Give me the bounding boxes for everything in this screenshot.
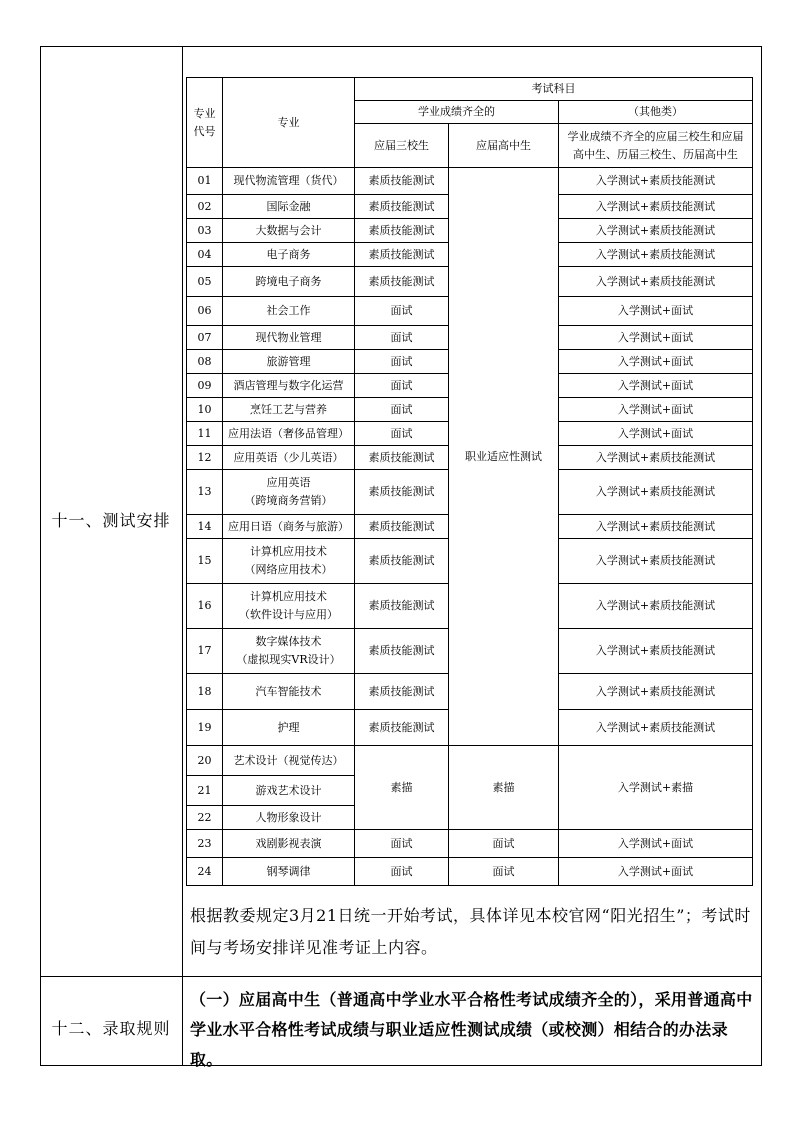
row-three-school: 面试 <box>355 326 449 350</box>
row-others: 入学测试+面试 <box>559 422 753 446</box>
row-major <box>223 168 355 195</box>
row-others: 入学测试+素质技能测试 <box>559 515 753 539</box>
row-major-detail: （网络应用技术） <box>244 563 333 576</box>
header-major: 专业 <box>223 78 355 168</box>
row-others: 入学测试+素质技能测试 <box>559 710 753 746</box>
row-three-school: 面试 <box>355 374 449 398</box>
row-major: 游戏艺术设计 <box>223 776 355 806</box>
table-row <box>187 168 753 195</box>
row-others: 入学测试+面试 <box>559 350 753 374</box>
section-divider <box>40 976 762 977</box>
row-major <box>223 539 355 584</box>
table-row <box>187 746 753 776</box>
label-column-divider <box>182 46 183 1066</box>
row-others: 入学测试+素质技能测试 <box>559 195 753 219</box>
row-major-name: 跨境电子商务 <box>255 274 322 288</box>
row-major <box>223 629 355 674</box>
table-row <box>187 858 753 886</box>
row-three-school: 素质技能测试 <box>355 219 449 243</box>
row-code: 16 <box>187 584 223 629</box>
row-major <box>223 297 355 326</box>
row-major-name: 旅游管理 <box>266 354 311 368</box>
row-major-name: 计算机应用技术 <box>250 545 327 558</box>
row-code: 17 <box>187 629 223 674</box>
row-others: 入学测试+面试 <box>559 858 753 886</box>
row-three-school: 素质技能测试 <box>355 195 449 219</box>
row-three-school: 素质技能测试 <box>355 243 449 267</box>
row-code: 21 <box>187 776 223 806</box>
row-major-name: 数字媒体技术 <box>255 635 322 648</box>
row-code: 03 <box>187 219 223 243</box>
row-code: 14 <box>187 515 223 539</box>
art-high-school: 素描 <box>449 746 559 830</box>
row-major <box>223 710 355 746</box>
row-others: 入学测试+素质技能测试 <box>559 674 753 710</box>
row-others: 入学测试+面试 <box>559 398 753 422</box>
shared-high-school-test: 职业适应性测试 <box>449 168 559 746</box>
row-code: 24 <box>187 858 223 886</box>
header-complete: 学业成绩齐全的 <box>355 101 559 124</box>
row-others: 入学测试+素质技能测试 <box>559 470 753 515</box>
row-others: 入学测试+素质技能测试 <box>559 168 753 195</box>
row-three-school: 素质技能测试 <box>355 584 449 629</box>
row-others: 入学测试+素质技能测试 <box>559 267 753 297</box>
row-major <box>223 398 355 422</box>
row-code: 20 <box>187 746 223 776</box>
row-major-name: 汽车智能技术 <box>255 684 322 698</box>
row-code: 11 <box>187 422 223 446</box>
row-major-name: 现代物流管理（货代） <box>233 174 344 187</box>
row-major: 钢琴调律 <box>223 858 355 886</box>
row-code: 19 <box>187 710 223 746</box>
row-others: 入学测试+面试 <box>559 374 753 398</box>
row-major-name: 电子商务 <box>266 247 311 261</box>
row-major <box>223 243 355 267</box>
row-major-name: 应用英语 <box>266 476 311 489</box>
header-code: 专业代号 <box>187 78 223 168</box>
row-major-detail: （软件设计与应用） <box>239 608 338 621</box>
exam-note: 根据教委规定3月21日统一开始考试，具体详见本校官网“阳光招生”；考试时间与考场安排详见准考证上内容。 <box>190 906 751 957</box>
row-three-school: 素质技能测试 <box>355 710 449 746</box>
row-major <box>223 674 355 710</box>
row-major <box>223 584 355 629</box>
row-high-school: 面试 <box>449 858 559 886</box>
row-others: 入学测试+素质技能测试 <box>559 629 753 674</box>
row-three-school: 素质技能测试 <box>355 674 449 710</box>
row-three-school: 素质技能测试 <box>355 470 449 515</box>
header-subjects: 考试科目 <box>355 78 753 101</box>
row-major-name: 大数据与会计 <box>255 223 322 237</box>
row-major <box>223 219 355 243</box>
row-major <box>223 446 355 470</box>
test-schedule-table <box>186 77 753 886</box>
row-major <box>223 267 355 297</box>
header-three-school: 应届三校生 <box>355 124 449 168</box>
row-code: 05 <box>187 267 223 297</box>
row-code: 09 <box>187 374 223 398</box>
row-major-detail: （跨境商务营销） <box>244 494 333 507</box>
row-code: 23 <box>187 830 223 858</box>
row-code: 15 <box>187 539 223 584</box>
row-major-name: 计算机应用技术 <box>250 590 327 603</box>
row-others: 入学测试+面试 <box>559 297 753 326</box>
row-others: 入学测试+素质技能测试 <box>559 539 753 584</box>
row-code: 02 <box>187 195 223 219</box>
row-major-name: 酒店管理与数字化运营 <box>233 378 344 392</box>
row-major-name: 应用日语（商务与旅游） <box>228 519 349 533</box>
row-code: 07 <box>187 326 223 350</box>
row-code: 04 <box>187 243 223 267</box>
admission-rule-text: （一）应届高中生（普通高中学业水平合格性考试成绩齐全的），采用普通高中学业水平合格性考试成绩与职业适应性测试成绩（或校测）相结合的办法录取。 <box>190 990 753 1069</box>
row-major <box>223 195 355 219</box>
row-three-school: 素质技能测试 <box>355 168 449 195</box>
row-others: 入学测试+面试 <box>559 830 753 858</box>
row-three-school: 面试 <box>355 297 449 326</box>
row-others: 入学测试+素质技能测试 <box>559 446 753 470</box>
row-code: 06 <box>187 297 223 326</box>
row-three-school: 素质技能测试 <box>355 446 449 470</box>
row-major: 人物形象设计 <box>223 806 355 830</box>
row-code: 22 <box>187 806 223 830</box>
row-code: 10 <box>187 398 223 422</box>
header-others: （其他类） <box>559 101 753 124</box>
row-three-school: 素质技能测试 <box>355 267 449 297</box>
row-code: 08 <box>187 350 223 374</box>
row-major <box>223 422 355 446</box>
art-three-school: 素描 <box>355 746 449 830</box>
row-major-name: 现代物业管理 <box>255 330 322 344</box>
row-three-school: 素质技能测试 <box>355 629 449 674</box>
row-others: 入学测试+素质技能测试 <box>559 584 753 629</box>
row-three-school: 素质技能测试 <box>355 515 449 539</box>
row-code: 01 <box>187 168 223 195</box>
row-major-detail: （虚拟现实VR设计） <box>236 653 341 666</box>
section-11-label: 十一、测试安排 <box>51 511 171 530</box>
row-others: 入学测试+素质技能测试 <box>559 243 753 267</box>
row-code: 13 <box>187 470 223 515</box>
row-three-school: 面试 <box>355 422 449 446</box>
header-high-school: 应届高中生 <box>449 124 559 168</box>
row-major <box>223 470 355 515</box>
row-major <box>223 374 355 398</box>
row-three-school: 面试 <box>355 858 449 886</box>
row-three-school: 面试 <box>355 830 449 858</box>
row-three-school: 素质技能测试 <box>355 539 449 584</box>
row-major-name: 应用法语（奢侈品管理） <box>228 426 349 440</box>
row-major: 戏剧影视表演 <box>223 830 355 858</box>
row-major-name: 应用英语（少儿英语） <box>233 450 344 464</box>
row-major-name: 国际金融 <box>266 199 311 213</box>
row-major: 艺术设计（视觉传达） <box>223 746 355 776</box>
row-major-name: 护理 <box>277 720 300 734</box>
row-code: 12 <box>187 446 223 470</box>
row-others: 入学测试+面试 <box>559 326 753 350</box>
section-12-label: 十二、录取规则 <box>51 1019 171 1038</box>
row-major-name: 烹饪工艺与营养 <box>250 402 327 416</box>
row-three-school: 面试 <box>355 398 449 422</box>
row-high-school: 面试 <box>449 830 559 858</box>
table-row <box>187 830 753 858</box>
row-major <box>223 350 355 374</box>
row-major <box>223 515 355 539</box>
art-others: 入学测试+素描 <box>559 746 753 830</box>
row-code: 18 <box>187 674 223 710</box>
row-major <box>223 326 355 350</box>
header-others-desc: 学业成绩不齐全的应届三校生和应届高中生、历届三校生、历届高中生 <box>559 124 753 168</box>
row-others: 入学测试+素质技能测试 <box>559 219 753 243</box>
row-three-school: 面试 <box>355 350 449 374</box>
row-major-name: 社会工作 <box>266 304 311 317</box>
